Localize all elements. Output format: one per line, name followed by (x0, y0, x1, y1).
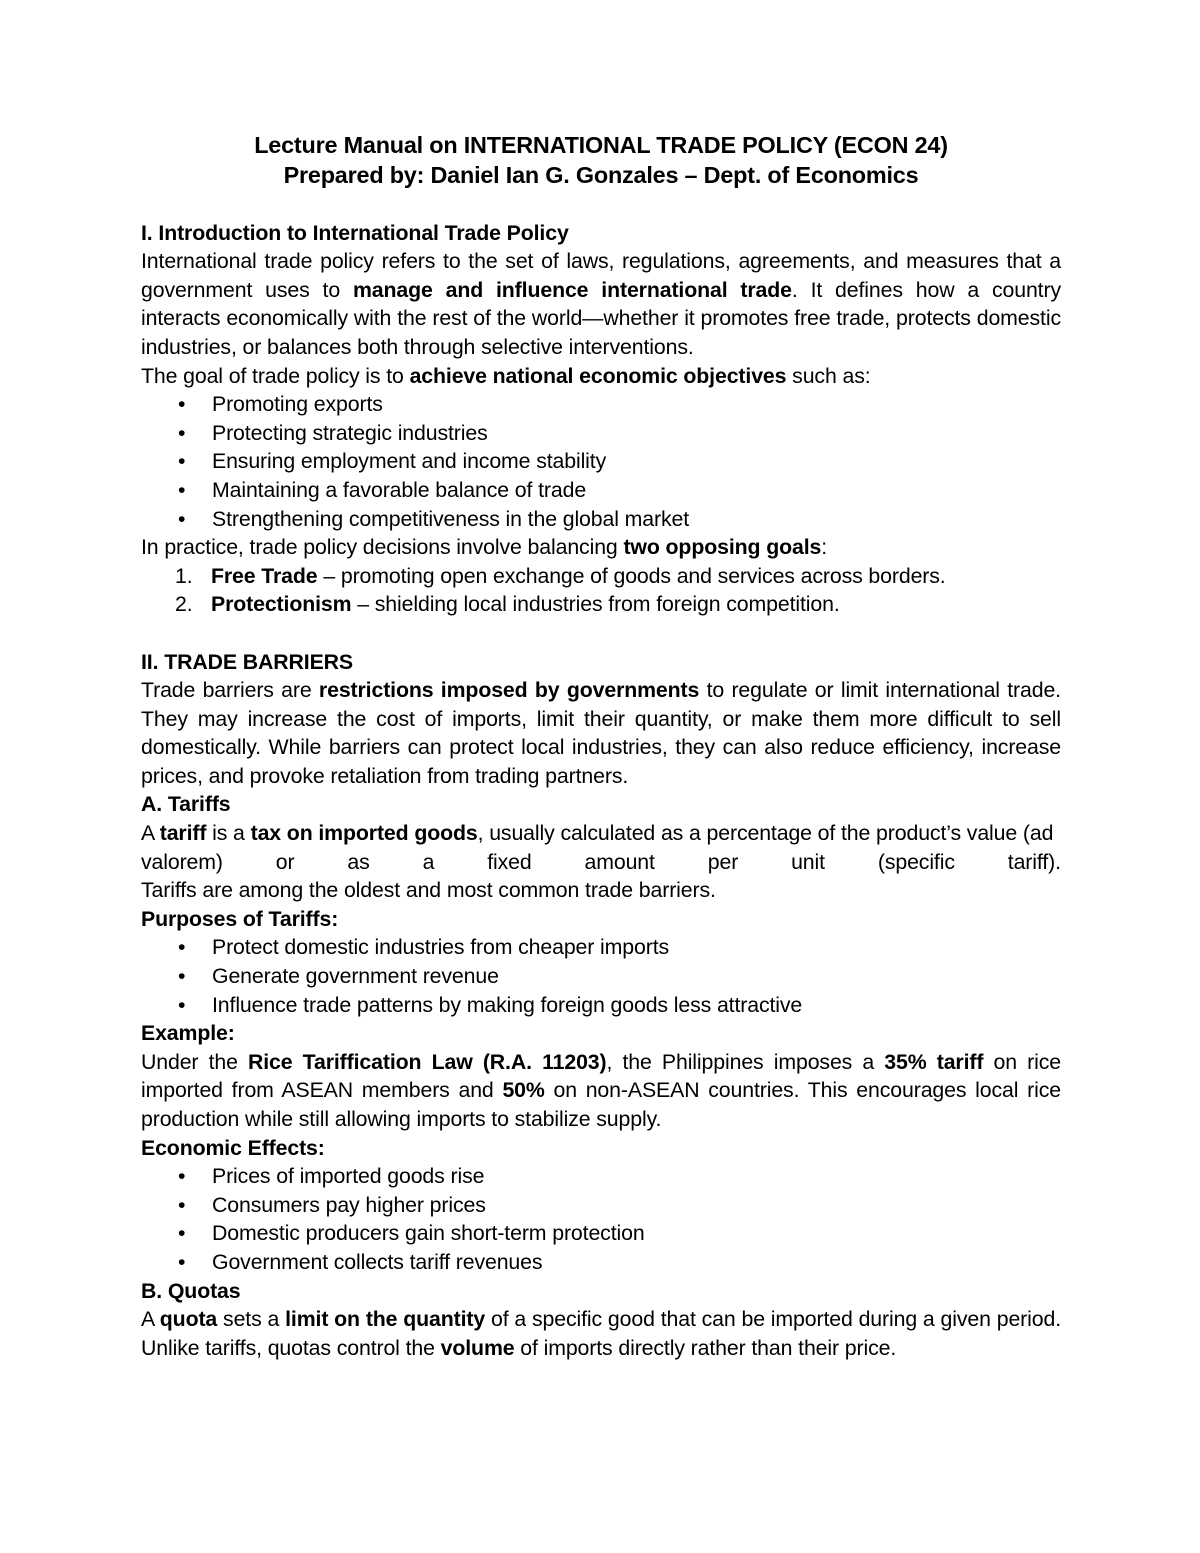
list-item (141, 562, 1061, 591)
stretch-word: per (707, 849, 739, 874)
stretch-word: valorem) (141, 849, 223, 874)
list-item: • Consumers pay higher prices (141, 1191, 1061, 1220)
list-item: • Protecting strategic industries (141, 419, 1061, 448)
stretch-word: as (347, 849, 370, 874)
stretch-word: tariff). (1007, 849, 1061, 874)
section-spacer (141, 619, 1061, 648)
document-content (141, 131, 1061, 1362)
list-item: • Influence trade patterns by making foreign goods less attractive (141, 991, 1061, 1020)
section-1-heading: I. Introduction to International Trade Policy (141, 220, 569, 245)
objectives-list (141, 390, 1061, 533)
example-heading: Example: (141, 1021, 235, 1046)
practice-lead-line (141, 533, 1061, 562)
goal-tail-text: such as: (786, 363, 871, 388)
goal-description: – promoting open exchange of goods and services across borders. (317, 563, 946, 588)
barriers-text-b: to regulate or limit international trade. They may increase the cost of imports, limit their quantity, or make them more difficult to sell domestically. While barriers can protect local industries, they can also reduce efficiency, increase prices, and provoke retaliation from trading partners. (141, 678, 1061, 788)
intro-text-a: International trade policy refers to the set of laws, regulations, agreements, and measures that a government uses to (141, 249, 1061, 302)
intro-text-b: . It defines how a country interacts economically with the rest of the world—whether it promotes free trade, protects domestic industries, or balances both through selective interventions. (141, 277, 1061, 359)
example-text-a: Under the (141, 1049, 248, 1074)
tariff-def-text-c: , usually calculated as a percentage of the product’s value (ad (477, 821, 1054, 846)
stretch-word: a (422, 849, 435, 874)
quota-text-d: of imports directly rather than their price. (514, 1335, 897, 1360)
tariff-def-text-b: is a (206, 821, 251, 846)
list-item: • Domestic producers gain short-term protection (141, 1219, 1061, 1248)
document-title (141, 131, 1061, 190)
economic-effects-list (141, 1162, 1061, 1276)
tariff-bold-term: tariff (159, 821, 207, 846)
list-item: • Promoting exports (141, 390, 1061, 419)
example-text-b: , the Philippines imposes a (606, 1049, 885, 1074)
list-item: • Ensuring employment and income stability (141, 447, 1061, 476)
title-line-2: Prepared by: Daniel Ian G. Gonzales – Dept. of Economics (283, 161, 919, 188)
list-item: • Maintaining a favorable balance of trade (141, 476, 1061, 505)
barriers-text-a: Trade barriers are (141, 678, 319, 703)
quotas-heading: B. Quotas (141, 1278, 241, 1303)
quota-bold-volume: volume (440, 1335, 515, 1360)
title-line-1: Lecture Manual on INTERNATIONAL TRADE POLICY (ECON 24) (254, 132, 948, 158)
stretch-word: (specific (877, 849, 955, 874)
goal-term: Protectionism (211, 592, 352, 617)
example-bold-rate-asean: 35% tariff (884, 1049, 984, 1074)
goal-lead-line (141, 362, 1061, 391)
quota-bold-term: quota (159, 1307, 218, 1332)
list-item: • Government collects tariff revenues (141, 1248, 1061, 1277)
list-item: • Generate government revenue (141, 962, 1061, 991)
trade-barriers-paragraph (141, 676, 1061, 790)
tariffs-heading: A. Tariffs (141, 792, 231, 817)
example-text-c: on rice imported from ASEAN members and (141, 1049, 1061, 1103)
stretch-word: amount (584, 849, 655, 874)
practice-tail-text: : (821, 535, 828, 560)
barriers-bold-phrase: restrictions imposed by governments (318, 678, 700, 703)
example-bold-law: Rice Tariffication Law (R.A. 11203) (248, 1049, 607, 1074)
goal-bold-phrase: achieve national economic objectives (409, 363, 787, 388)
stretch-word: fixed (487, 849, 532, 874)
quota-bold-phrase: limit on the quantity (285, 1307, 486, 1332)
list-item: • Prices of imported goods rise (141, 1162, 1061, 1191)
practice-bold-phrase: two opposing goals (623, 535, 822, 560)
tariff-example-paragraph (141, 1048, 1061, 1134)
quotas-paragraph (141, 1305, 1061, 1362)
example-text-d: on non-ASEAN countries. This encourages local rice production while still allowing imports to stabilize supply. (141, 1078, 1061, 1131)
opposing-goals-list (141, 562, 1061, 619)
goal-lead-text: The goal of trade policy is to (141, 363, 410, 388)
goal-term: Free Trade (211, 563, 318, 588)
list-item (141, 590, 1061, 619)
section-2-heading: II. TRADE BARRIERS (141, 649, 354, 674)
example-bold-rate-non-asean: 50% (502, 1078, 545, 1103)
quota-text-b: sets a (217, 1307, 286, 1332)
tariff-bold-phrase: tax on imported goods (250, 821, 478, 846)
quota-text-c: of a specific good that can be imported during a given period. Unlike tariffs, quotas control the (141, 1307, 1061, 1360)
purposes-of-tariffs-heading: Purposes of Tariffs: (141, 906, 339, 931)
section-1-intro-paragraph (141, 247, 1061, 361)
tariff-purposes-list (141, 933, 1061, 1019)
list-item: • Protect domestic industries from cheaper imports (141, 933, 1061, 962)
tariff-def-text-a: A (141, 821, 160, 846)
intro-bold-phrase: manage and influence international trade (352, 277, 792, 302)
stretch-word: unit (791, 849, 825, 874)
goal-description: – shielding local industries from foreign competition. (351, 592, 840, 617)
stretch-word: or (275, 849, 295, 874)
economic-effects-heading: Economic Effects: (141, 1135, 325, 1160)
tariff-definition-line-1 (141, 819, 1061, 848)
tariff-definition-justified-line (141, 848, 1061, 877)
list-item: • Strengthening competitiveness in the global market (141, 505, 1061, 534)
quota-text-a: A (141, 1307, 160, 1332)
tariff-definition-line-3: Tariffs are among the oldest and most common trade barriers. (141, 878, 716, 903)
practice-lead-text: In practice, trade policy decisions involve balancing (141, 535, 624, 560)
